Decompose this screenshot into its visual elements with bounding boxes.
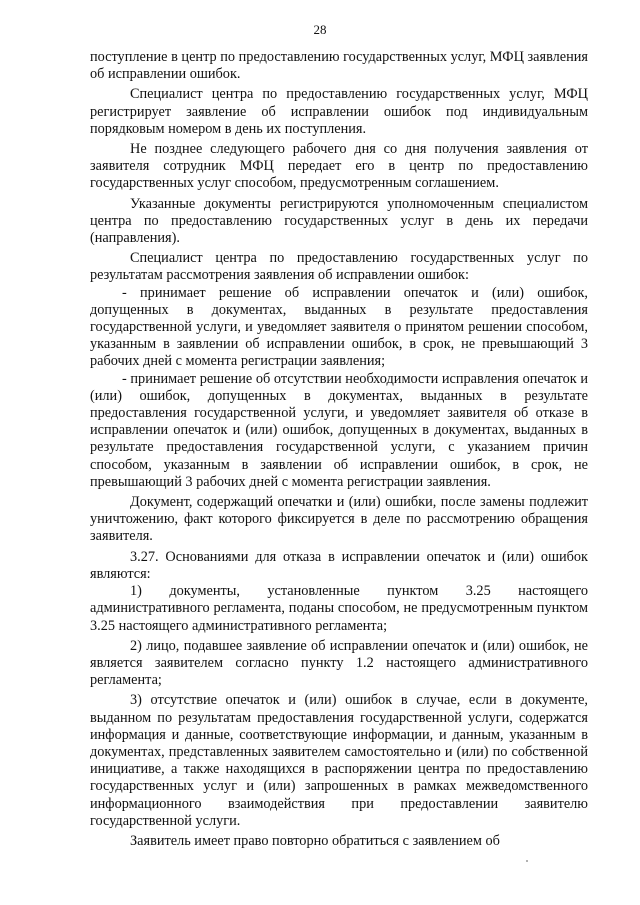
page-number: 28 <box>313 22 327 37</box>
list-item-correction-decision: - принимает решение об исправлении опечаток и (или) ошибок, допущенных в документах, выданных в результате предоставления государственной услуги, и уведомляет заявителя о принятом решении способом, указанным в заявлении об исправлении ошибок, в срок, не превышающий 3 рабочих дней с момента регистрации заявления; <box>90 284 588 370</box>
paragraph-review-results: Специалист центра по предоставлению государственных услуг по результатам рассмотрения заявления об исправлении ошибок: <box>90 250 588 284</box>
paragraph-continuation: поступление в центр по предоставлению государственных услуг, МФЦ заявления об исправлении ошибок. <box>90 49 588 83</box>
paragraph-document-destruction: Документ, содержащий опечатки и (или) ошибки, после замены подлежит уничтожению, факт которого фиксируется в деле по рассмотрению обращения заявителя. <box>90 494 588 545</box>
paragraph-registration: Специалист центра по предоставлению государственных услуг, МФЦ регистрирует заявление об исправлении ошибок под индивидуальным порядковым номером в день их поступления. <box>90 86 588 137</box>
list-item-refusal-decision: - принимает решение об отсутствии необходимости исправления опечаток и (или) ошибок, допущенных в документах, выданных в результате предоставления государственной услуги, и уведомляет заявителя об отказе в исправлении опечаток и (или) ошибок, допущенных в документах, выданных в результате предоставления государственной услуги, с указанием причин способом, указанным в заявлении об исправлении ошибок, в срок, не превышающий 3 рабочих дней с момента регистрации заявления. <box>90 370 588 490</box>
document-body <box>90 49 588 853</box>
list-item-ground-2: 2) лицо, подавшее заявление об исправлении опечаток и (или) ошибок, не является заявителем согласно пункту 1.2 настоящего административного регламента; <box>90 637 588 689</box>
list-item-ground-1: 1) документы, установленные пунктом 3.25 настоящего административного регламента, поданы способом, не предусмотренным пунктом 3.25 настоящего административного регламента; <box>90 583 588 634</box>
paragraph-transfer-deadline: Не позднее следующего рабочего дня со дня получения заявления от заявителя сотрудник МФЦ передает его в центр по предоставлению государственных услуг способом, предусмотренным соглашением. <box>90 141 588 192</box>
paragraph-repeat-application: Заявитель имеет право повторно обратиться с заявлением об <box>130 832 500 849</box>
scan-speck <box>526 860 528 862</box>
paragraph-documents-registered: Указанные документы регистрируются уполномоченным специалистом центра по предоставлению государственных услуг в день их передачи (направления). <box>90 195 588 247</box>
paragraph-section-3-27: 3.27. Основаниями для отказа в исправлении опечаток и (или) ошибок являются: <box>90 548 588 582</box>
list-item-ground-3: 3) отсутствие опечаток и (или) ошибок в случае, если в документе, выданном по результатам предоставления государственной услуги, содержатся информация и данные, соответствующие информации, и данным, указанным в документах, представленных заявителем самостоятельно и (или) по собственной инициативе, а также находящихся в распоряжении центра по предоставлению государственных услуг и (или) запрошенных в рамках межведомственного информационного взаимодействия при предоставлении заявителю государственной услуги. <box>90 692 588 829</box>
